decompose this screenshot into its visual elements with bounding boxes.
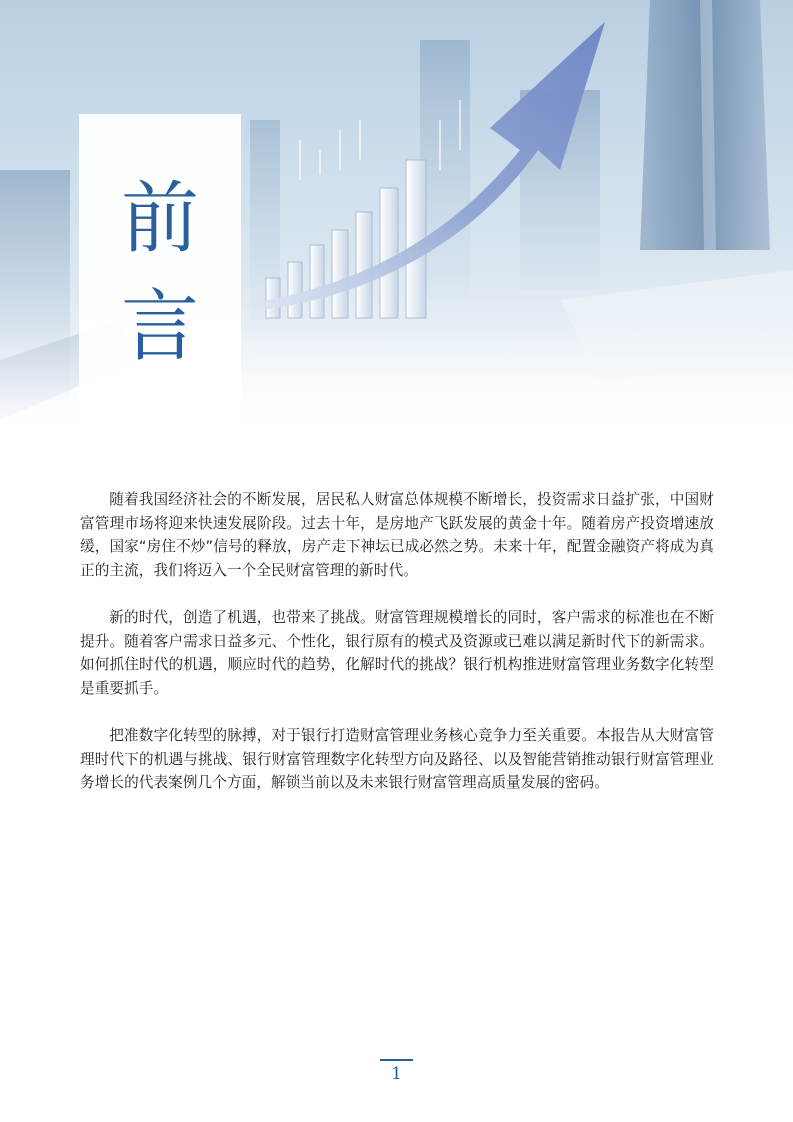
- title-box: [79, 114, 241, 430]
- paragraph-1: 随着我国经济社会的不断发展，居民私人财富总体规模不断增长，投资需求日益扩张，中国财富管理市场将迎来快速发展阶段。过去十年，是房地产飞跃发展的黄金十年。随着房产投资增速放缓，国家“房住不炒”信号的释放，房产走下神坛已成必然之势。未来十年，配置金融资产将成为真正的主流，我们将迈入一个全民财富管理的新时代。: [80, 491, 714, 579]
- page-title-char-2: 言: [120, 282, 199, 372]
- hero-banner: [0, 0, 793, 440]
- page-number-rule: [380, 1059, 413, 1061]
- page-title-char-1: 前: [120, 174, 199, 264]
- page-number: 1: [391, 1064, 402, 1084]
- body-text: [80, 488, 714, 819]
- paragraph-3: 把准数字化转型的脉搏，对于银行打造财富管理业务核心竞争力至关重要。本报告从大财富管理时代下的机遇与挑战、银行财富管理数字化转型方向及路径、以及智能营销推动银行财富管理业务增长的代表案例几个方面，解锁当前以及未来银行财富管理高质量发展的密码。: [80, 727, 714, 791]
- paragraph-2: 新的时代，创造了机遇，也带来了挑战。财富管理规模增长的同时，客户需求的标准也在不断提升。随着客户需求日益多元、个性化，银行原有的模式及资源或已难以满足新时代下的新需求。如何抓住时代的机遇，顺应时代的趋势，化解时代的挑战？银行机构推进财富管理业务数字化转型是重要抓手。: [80, 609, 714, 697]
